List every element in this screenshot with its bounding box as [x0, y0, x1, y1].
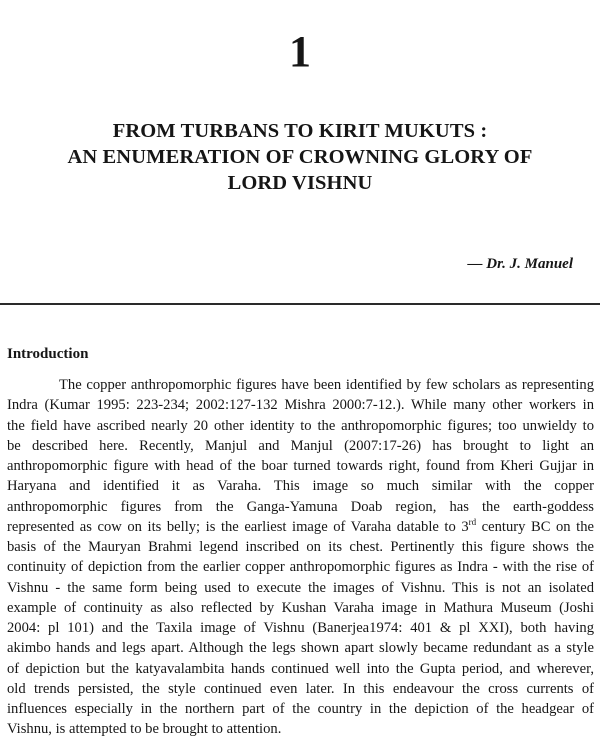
paragraph-line [7, 517, 594, 537]
chapter-title-line: AN ENUMERATION OF CROWNING GLORY OF [67, 146, 533, 168]
paragraph-line: akimbo hands and legs apart. Although the legs shown apart slowly became redundant as a style [7, 640, 594, 657]
paragraph-line: Vishnu - the same form being used to execute the images of Vishnu. This is not an isolated [7, 579, 594, 596]
paragraph-line: 2004: pl 101) and the Taxila image of Vishnu (Banerjea1974: 401 & pl XXI), both having [7, 620, 594, 636]
paragraph-line: basis of the Mauryan Brahmi legend inscribed on its chest. Pertinently this figure shows the [7, 539, 594, 555]
paragraph-line: be described here. Recently, Manjul and Manjul (2007:17-26) has brought to light an [7, 437, 594, 454]
author-byline: — Dr. J. Manuel [467, 256, 573, 272]
paragraph-line: Indra (Kumar 1995: 223-234; 2002:127-132 Mishra 2000:7-12.). While many other workers in [7, 397, 594, 414]
paragraph-line: the field have ascribed nearly 20 other identity to the anthropomorphic figures; too unwieldy to [7, 417, 594, 434]
chapter-title [0, 118, 600, 196]
paragraph-line: example of continuity as also reflected by Kushan Varaha image in Mathura Museum (Joshi [7, 599, 594, 616]
line-text: century BC on the [476, 518, 594, 535]
paragraph-line: continuity of depiction from the earlier copper anthropomorphic figures as Indra - with the rise of [7, 559, 594, 576]
paragraph-line: influences especially in the northern part of the country in the depiction of the headgear of [7, 701, 594, 717]
superscript: rd [468, 516, 477, 527]
paragraph-line: of depiction but the katyavalambita hands continued well into the Gupta period, and wherever, [7, 660, 594, 677]
paragraph-line: anthropomorphic figure with head of the boar turned towards right, found from Kheri Gujjar in [7, 458, 594, 474]
paragraph-line: The copper anthropomorphic figures have been identified by few scholars as representing [59, 377, 594, 393]
paragraph-line: Haryana and identified it as Varaha. This image so much similar with the copper [7, 478, 594, 495]
section-heading: Introduction [7, 346, 89, 362]
horizontal-divider [0, 303, 600, 305]
paragraph-line: Vishnu, is attempted to be brought to attention. [7, 721, 282, 738]
line-text: represented as cow on its belly; is the earliest image of Varaha datable to 3 [7, 518, 469, 535]
paragraph-line: old trends persisted, the style continued even later. In this endeavour the cross currents of [7, 680, 594, 697]
chapter-title-line: FROM TURBANS TO KIRIT MUKUTS : [112, 120, 488, 142]
chapter-title-line: LORD VISHNU [227, 172, 373, 194]
body-paragraph [7, 375, 594, 740]
chapter-number: 1 [289, 27, 311, 76]
paragraph-line: anthropomorphic figures from the Ganga-Yamuna Doab region, has the earth-goddess [7, 498, 594, 515]
